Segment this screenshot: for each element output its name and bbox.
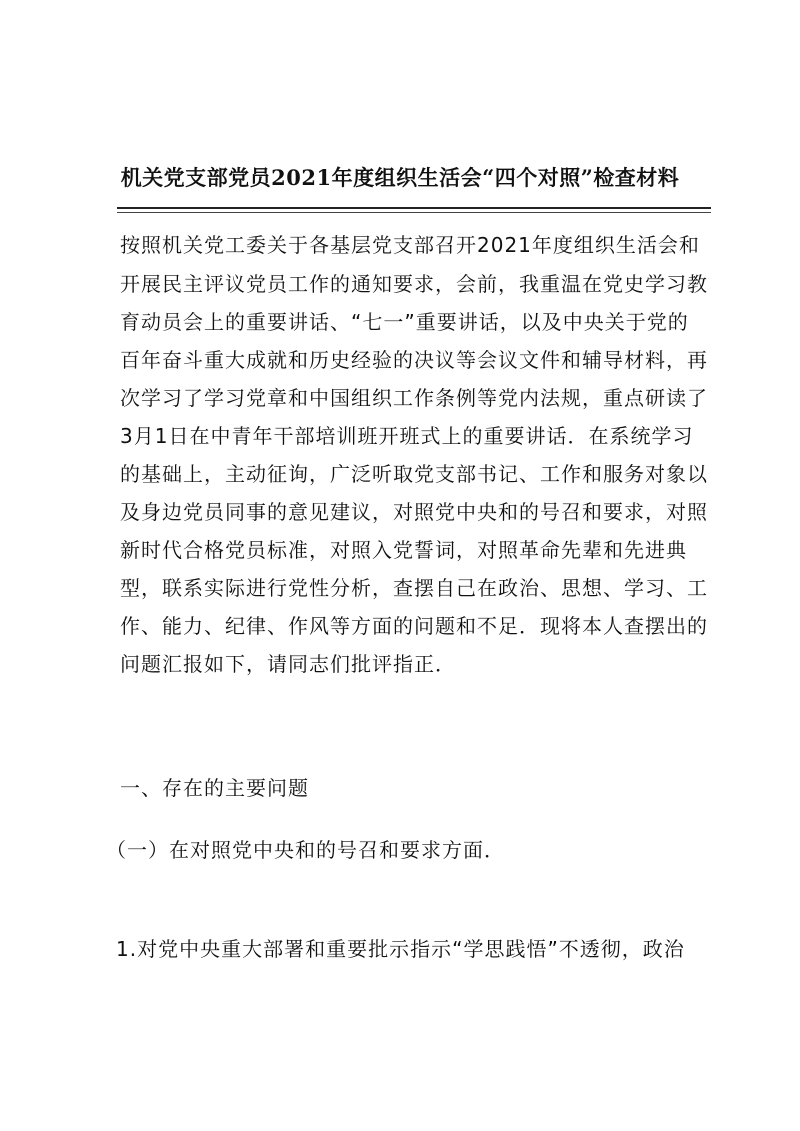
body-line: 作、能力、纪律、作风等方面的问题和不足．现将本人查摆出的 (120, 614, 708, 638)
title-divider-thick (117, 207, 711, 209)
body-line: 问题汇报如下，请同志们批评指正． (120, 652, 456, 676)
body-line: 的基础上，主动征询，广泛听取党支部书记、工作和服务对象以 (120, 462, 708, 486)
subsection-heading: （一）在对照党中央和的号召和要求方面． (106, 838, 505, 862)
section-heading: 一、存在的主要问题 (120, 776, 309, 800)
body-line: 育动员会上的重要讲话、“七一”重要讲话，以及中央关于党的 (120, 310, 689, 334)
title-divider-thin (117, 212, 711, 213)
body-line: 次学习了学习党章和中国组织工作条例等党内法规，重点研读了 (120, 386, 708, 410)
body-line: 3月1日在中青年干部培训班开班式上的重要讲话．在系统学习 (120, 424, 694, 448)
item-paragraph: 1.对党中央重大部署和重要批示指示“学思践悟”不透彻，政治 (116, 937, 685, 961)
document-title: 机关党支部党员2021年度组织生活会“四个对照”检查材料 (120, 165, 680, 190)
body-line: 开展民主评议党员工作的通知要求，会前，我重温在党史学习教 (120, 272, 708, 296)
body-line: 型，联系实际进行党性分析，查摆自己在政治、思想、学习、工 (120, 576, 708, 600)
body-line: 百年奋斗重大成就和历史经验的决议等会议文件和辅导材料，再 (120, 348, 708, 372)
body-line: 及身边党员同事的意见建议，对照党中央和的号召和要求，对照 (120, 500, 708, 524)
body-line: 新时代合格党员标准，对照入党誓词，对照革命先辈和先进典 (120, 538, 687, 562)
body-line: 按照机关党工委关于各基层党支部召开2021年度组织生活会和 (120, 233, 700, 257)
